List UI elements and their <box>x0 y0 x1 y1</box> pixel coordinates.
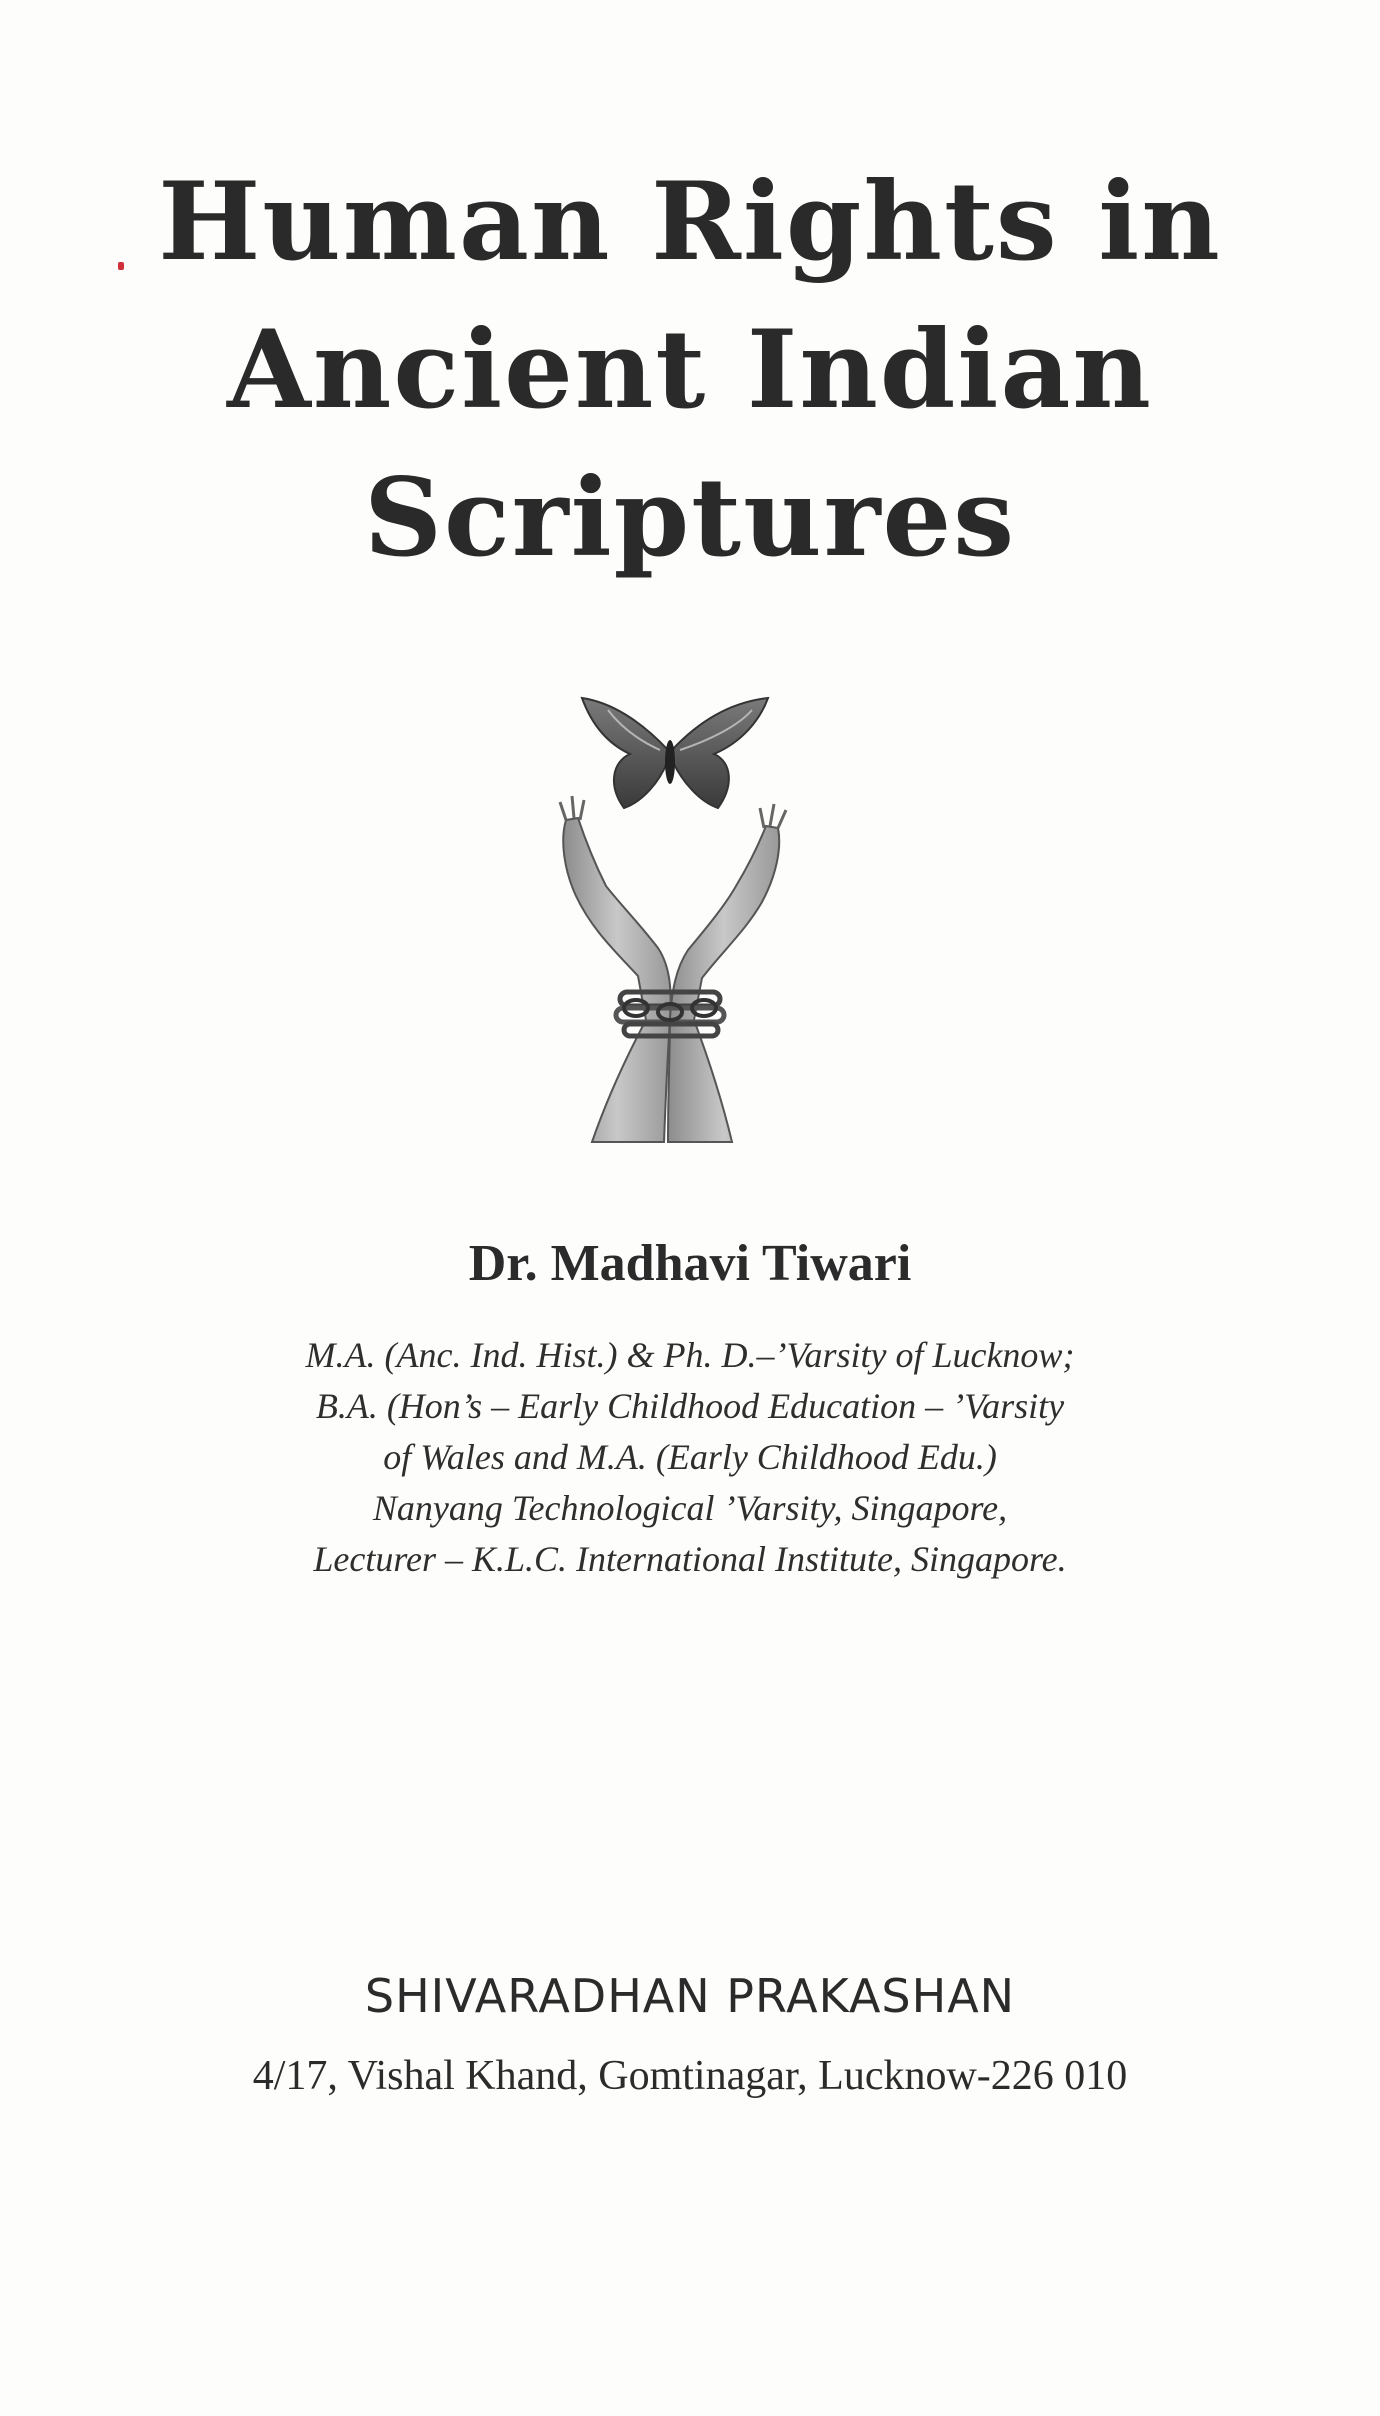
butterfly-over-chained-hands-icon <box>520 690 820 1150</box>
title-line-2: Ancient Indian <box>227 307 1153 433</box>
title-line-1: Human Rights in <box>158 159 1222 285</box>
credentials-line-3: of Wales and M.A. (Early Childhood Edu.) <box>383 1437 997 1477</box>
credentials-line-1: M.A. (Anc. Ind. Hist.) & Ph. D.–’Varsity of Lucknow; <box>305 1335 1075 1375</box>
title-line-3: Scriptures <box>363 455 1017 581</box>
butterfly-icon <box>582 698 768 808</box>
credentials-line-4: Nanyang Technological ’Varsity, Singapore, <box>372 1488 1008 1528</box>
publisher-name: SHIVARADHAN PRAKASHAN <box>364 1969 1016 2023</box>
author-credentials <box>0 1330 1380 1585</box>
author-name: Dr. Madhavi Tiwari <box>468 1235 912 1292</box>
red-ink-speck <box>118 262 124 270</box>
credentials-line-2: B.A. (Hon’s – Early Childhood Education – ’Varsity <box>315 1386 1065 1426</box>
publisher-address: 4/17, Vishal Khand, Gomtinagar, Lucknow-226 010 <box>252 2053 1128 2099</box>
book-title <box>0 148 1380 592</box>
credentials-line-5: Lecturer – K.L.C. International Institute, Singapore. <box>313 1539 1067 1579</box>
